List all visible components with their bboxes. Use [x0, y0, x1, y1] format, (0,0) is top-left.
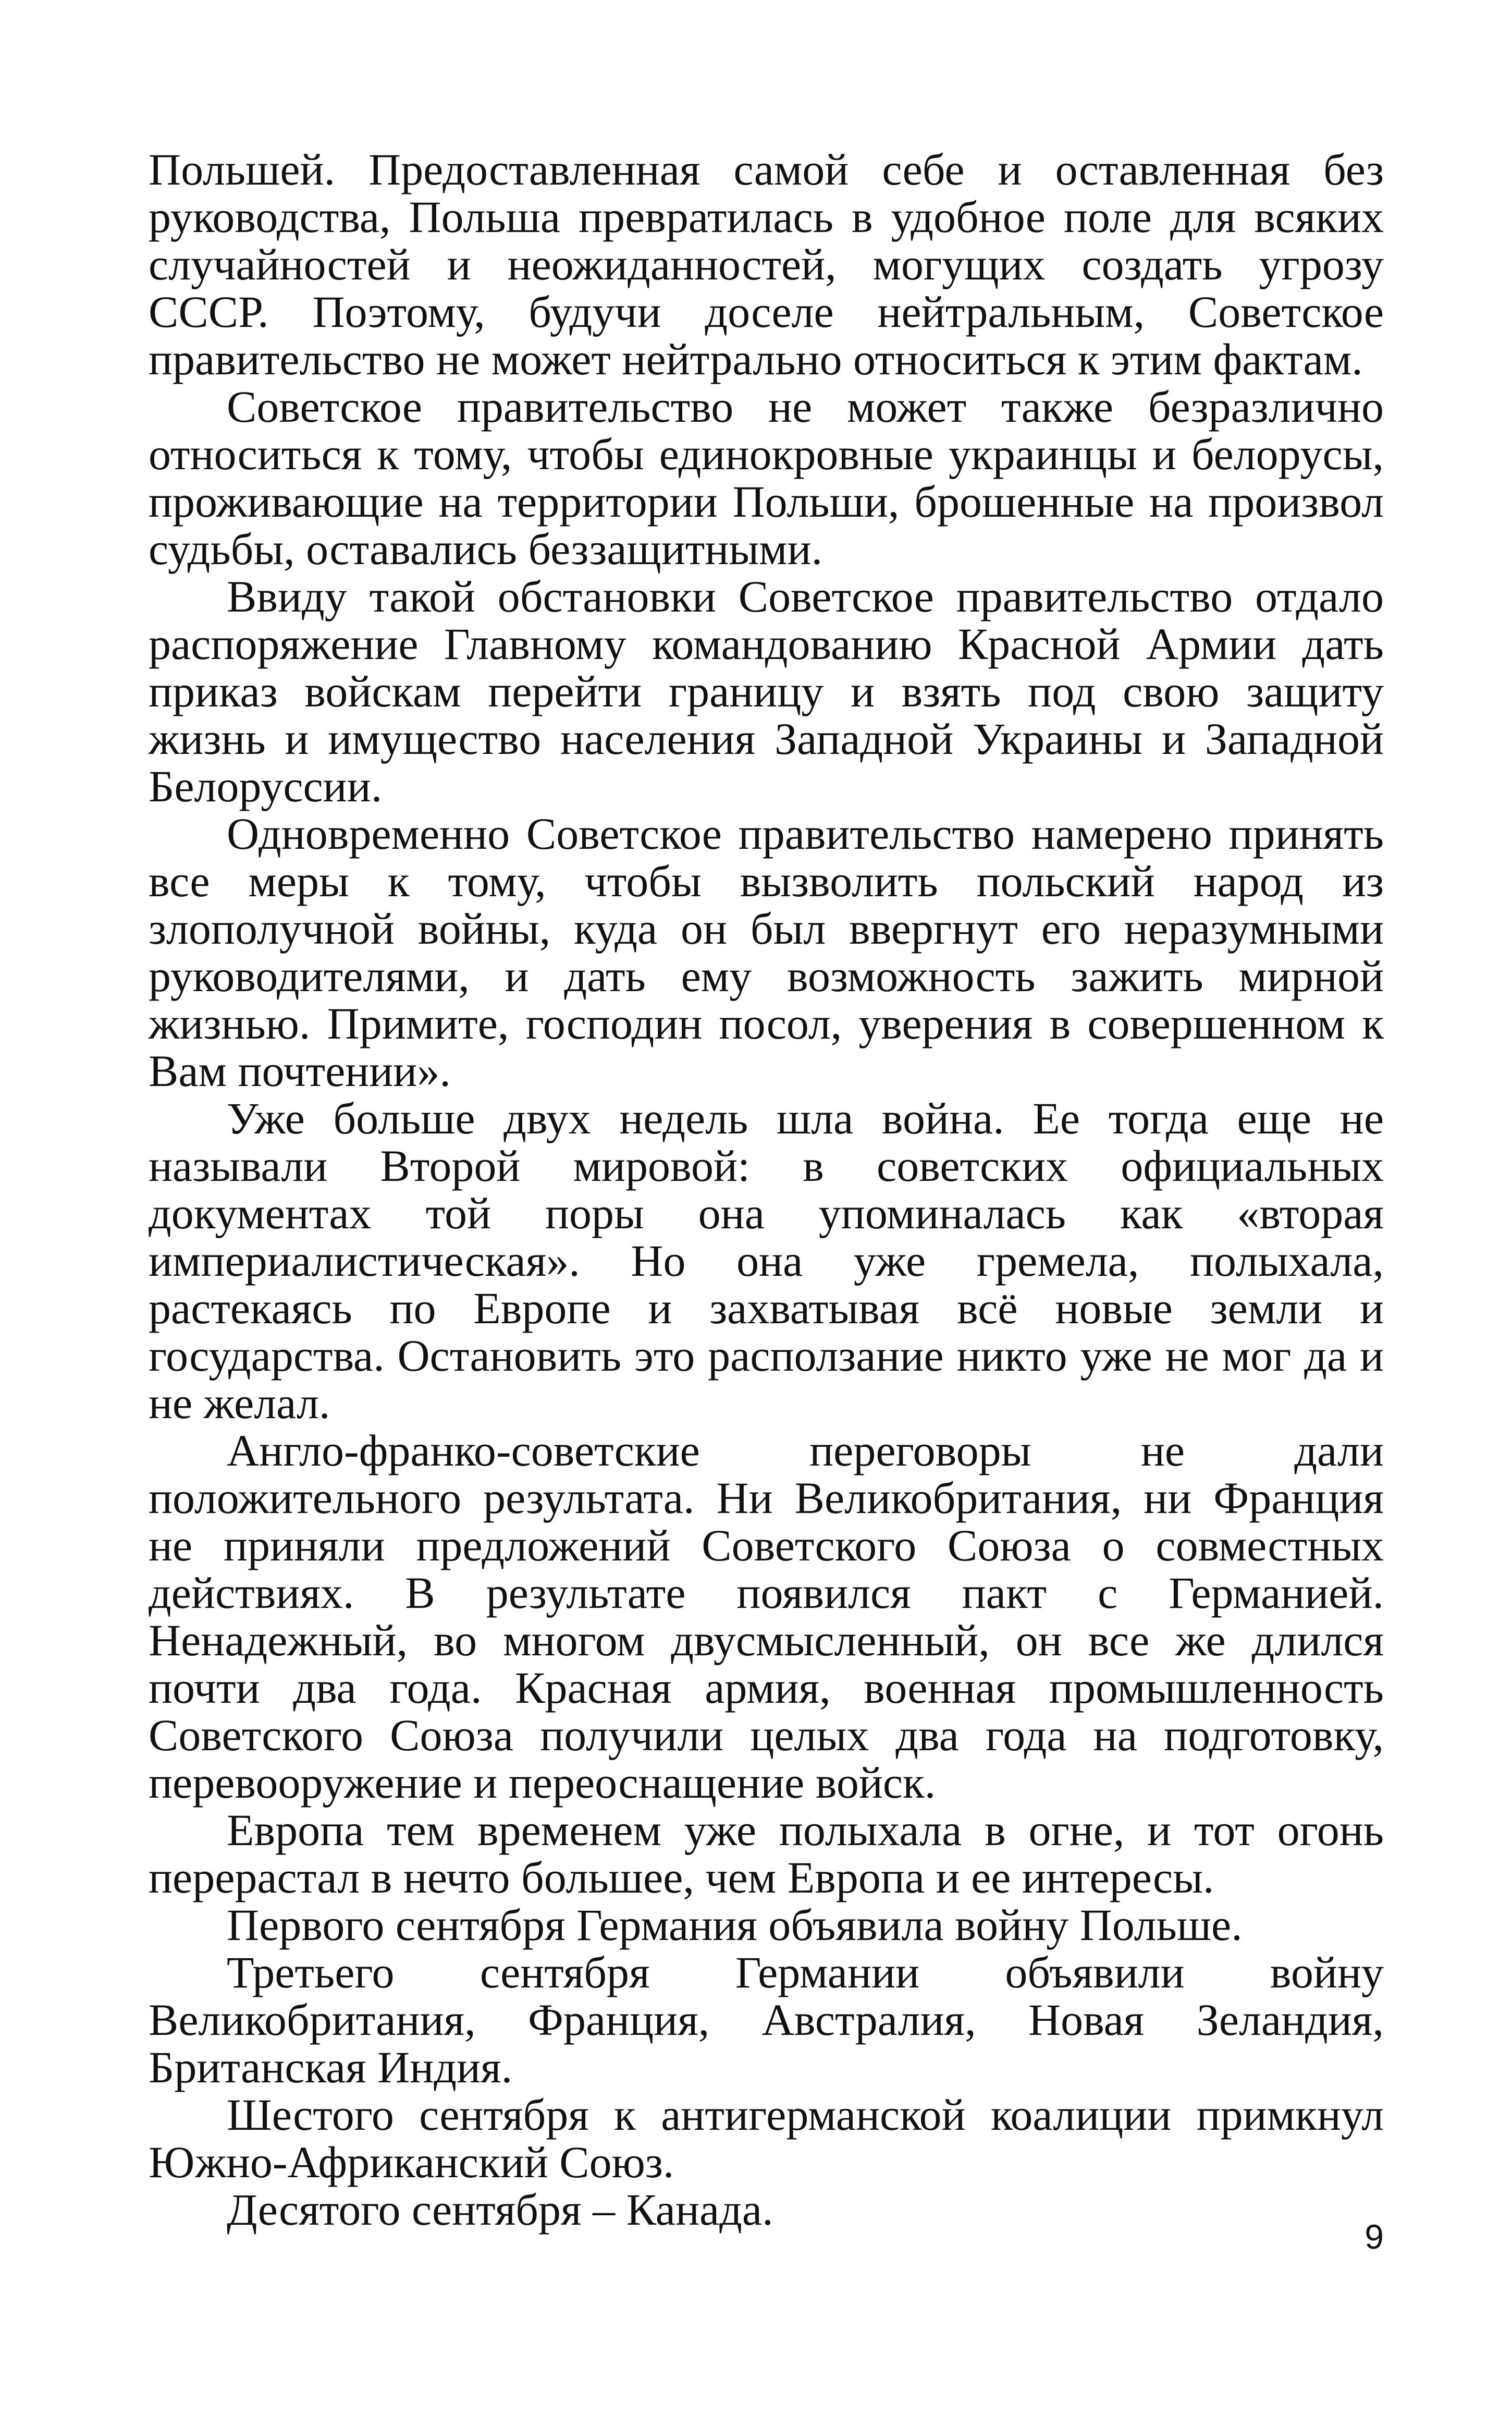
paragraph-9: Третьего сентября Германии объявили войну Великобритания, Франция, Австралия, Новая Зеландия, Британская Индия.: [149, 1947, 1384, 2092]
paragraph-10: Шестого сентября к антигерманской коалиции примкнул Южно-Африканский Союз.: [149, 2090, 1384, 2187]
paragraph-5: Уже больше двух недель шла война. Ее тогда еще не называли Второй мировой: в советских официальных документах той поры она упоминалась как «вторая империалистическая». Но она уже гремела, полыхала, растекаясь по Европе и захватывая всё новые земли и государства. Остановить это расползание никто уже не мог да и не желал.: [149, 1093, 1384, 1428]
paragraph-7: Европа тем временем уже полыхала в огне, и тот огонь перерастал в нечто большее, чем Европа и ее интересы.: [149, 1805, 1384, 1902]
page-number: 9: [1365, 2217, 1384, 2256]
paragraph-8: Первого сентября Германия объявила войну Польше.: [227, 1900, 1243, 1950]
body-text: [149, 146, 1384, 2234]
paragraph-1: Польшей. Предоставленная самой себе и оставленная без руководства, Польша превратилась в удобное поле для всяких случайностей и неожиданностей, могущих создать угрозу СССР. Поэтому, будучи доселе нейтральным, Советское правительство не может нейтрально относиться к этим фактам.: [149, 144, 1384, 384]
paragraph-11: Десятого сентября – Канада.: [227, 2185, 773, 2235]
paragraph-6: Англо-франко-советские переговоры не дали положительного результата. Ни Великобритания, ни Франция не приняли предложений Советского Союза о совместных действиях. В результате появился пакт с Германией. Ненадежный, во многом двусмысленный, он все же длился почти два года. Красная армия, военная промышленность Советского Союза получили целых два года на подготовку, перевооружение и переоснащение войск.: [149, 1425, 1384, 1808]
paragraph-2: Советское правительство не может также безразлично относиться к тому, чтобы единокровные украинцы и белорусы, проживающие на территории Польши, брошенные на произвол судьбы, оставались беззащитными.: [149, 382, 1384, 574]
paragraph-4: Одновременно Советское правительство намерено принять все меры к тому, чтобы вызволить польский народ из злополучной войны, куда он был ввергнут его неразумными руководителями, и дать ему возможность зажить мирной жизнью. Примите, господин посол, уверения в совершенном к Вам почтении».: [149, 809, 1384, 1096]
paragraph-3: Ввиду такой обстановки Советское правительство отдало распоряжение Главному командованию Красной Армии дать приказ войскам перейти границу и взять под свою защиту жизнь и имущество населения Западной Украины и Западной Белоруссии.: [149, 571, 1384, 811]
